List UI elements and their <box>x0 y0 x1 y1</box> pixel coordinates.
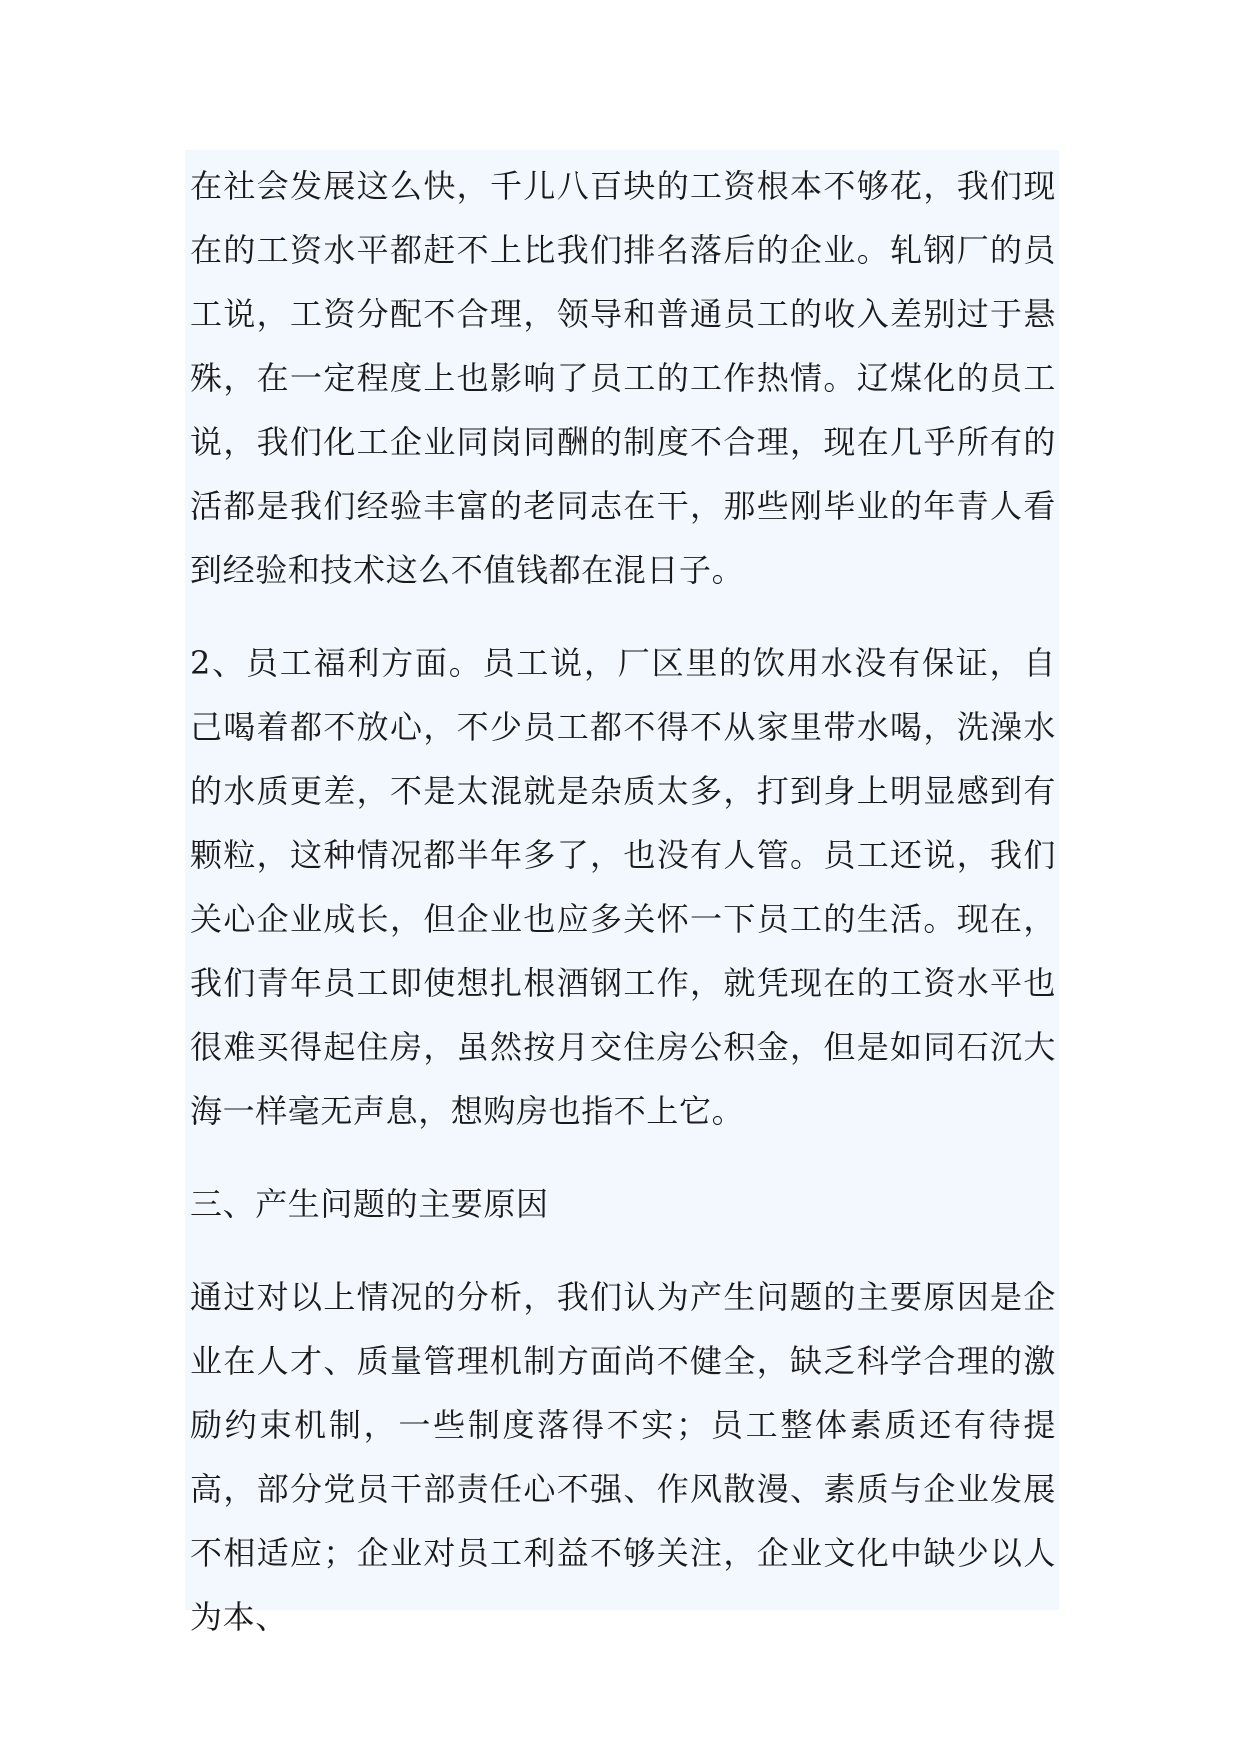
document-body <box>190 154 1056 1678</box>
paragraph-causes: 通过对以上情况的分析，我们认为产生问题的主要原因是企业在人才、质量管理机制方面尚不健全，缺乏科学合理的激励约束机制，一些制度落得不实；员工整体素质还有待提高，部分党员干部责任心不强、作风散漫、素质与企业发展不相适应；企业对员工利益不够关注，企业文化中缺少以人为本、 <box>190 1278 1056 1636</box>
paragraph-wages: 在社会发展这么快，千儿八百块的工资根本不够花，我们现在的工资水平都赶不上比我们排名落后的企业。轧钢厂的员工说，工资分配不合理，领导和普通员工的收入差别过于悬殊，在一定程度上也影响了员工的工作热情。辽煤化的员工说，我们化工企业同岗同酬的制度不合理，现在几乎所有的活都是我们经验丰富的老同志在干，那些刚毕业的年青人看到经验和技术这么不值钱都在混日子。 <box>190 167 1056 589</box>
paragraph-welfare: 2、员工福利方面。员工说，厂区里的饮用水没有保证，自己喝着都不放心，不少员工都不得不从家里带水喝，洗澡水的水质更差，不是太混就是杂质太多，打到身上明显感到有颗粒，这种情况都半年多了，也没有人管。员工还说，我们关心企业成长，但企业也应多关怀一下员工的生活。现在，我们青年员工即使想扎根酒钢工作，就凭现在的工资水平也很难买得起住房，虽然按月交住房公积金，但是如同石沉大海一样毫无声息，想购房也指不上它。 <box>190 644 1056 1130</box>
section-heading-causes: 三、产生问题的主要原因 <box>190 1185 549 1223</box>
